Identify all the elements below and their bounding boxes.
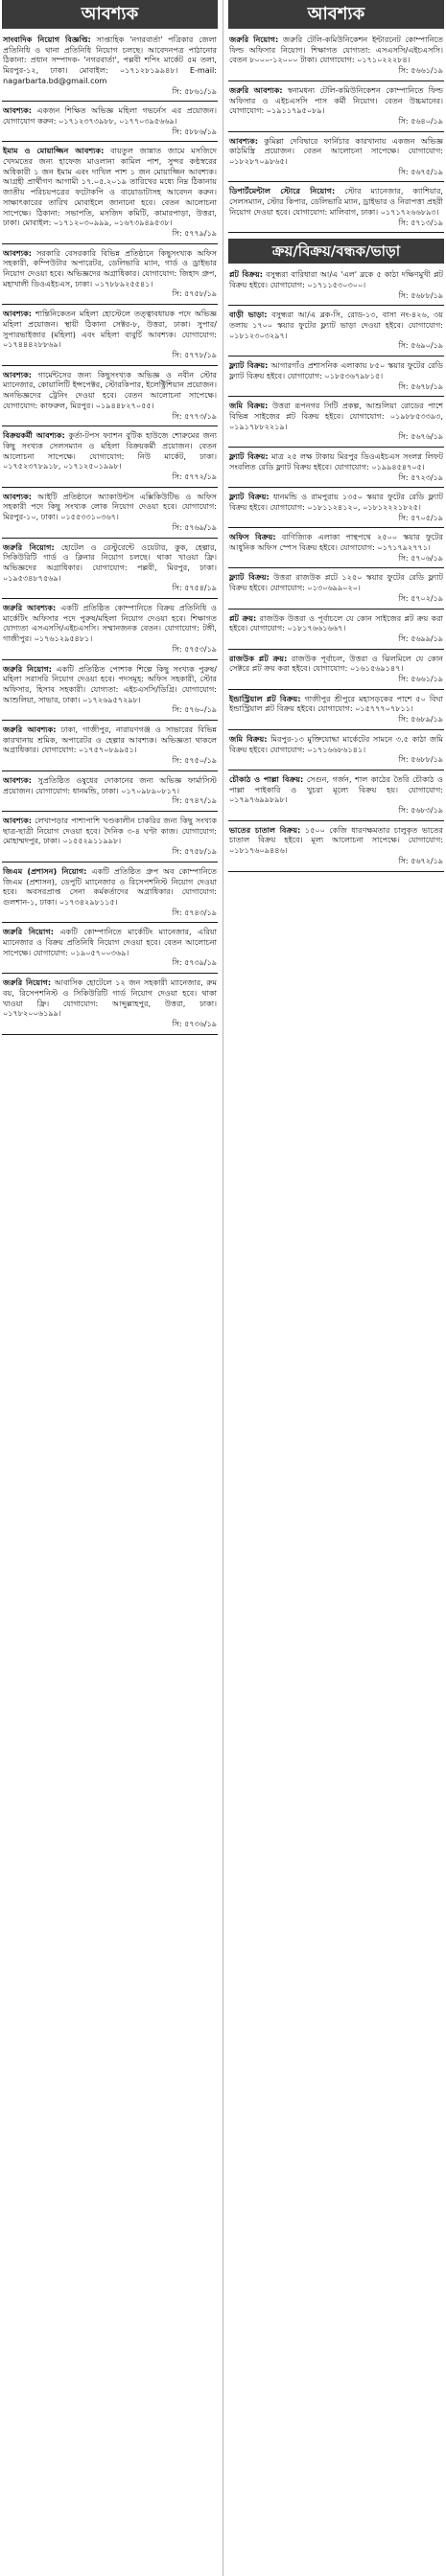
ad-code: সি: ৫৭৫৮/১৯: [172, 289, 217, 299]
ad-lead: সাংবাদিক নিয়োগ বিজ্ঞপ্তি:: [3, 34, 91, 44]
property-ad: [228, 570, 444, 605]
property-ads-list: [228, 267, 444, 871]
left-heading-wanted: আবশ্যক: [2, 0, 218, 29]
property-ad: [228, 652, 444, 686]
job-ad: [228, 134, 444, 179]
job-ad: [2, 773, 218, 808]
ad-body: বসুন্ধরা আ/এ ব্লক-সি, রোড-১৩, বাসা নং-৪২৬, ৩য় তলায় ১৭০০ স্কয়ার ফুটের ফ্ল্যাট ভাড়া দেওয়া হইবে। যোগাযোগ: ০১৮১২৩০৩২৯৭।: [229, 310, 443, 340]
ad-code: সি: ৫৭৭৩/১৯: [172, 411, 217, 421]
property-ad: [228, 692, 444, 726]
right-heading-property: ক্রয়/বিক্রয়/বন্ধক/ভাড়া: [228, 239, 444, 264]
ad-body: গাজীপুর শ্রীপুরে মহাসড়কের পাশে ৫০ বিঘা ইন্ডাস্ট্রিয়াল প্লট বিক্রয় হইবে। যোগাযোগ: ০১৫৭৭৭০৭৮১১।: [229, 693, 443, 714]
ad-body: ঢাকা, গাজীপুর, নারায়ণগঞ্জ ও সাভারের বিভিন্ন কারখানায় শ্রমিক, অপারেটর ও হেল্পার আবশ্যক। অভিজ্ঞতা থাকলে অগ্রাধিকার। যোগাযোগ: ০১৭৫৭০৮৯৯৫১।: [3, 724, 217, 755]
ad-code: সি: ৫৭৪৭/১৯: [172, 796, 217, 806]
ad-body: একটি প্রতিষ্ঠিত গ্রুপ অব কোম্পানিতে জিএম (প্রশাসন), ডেপুটি ম্যানেজার ও রিসেপশনিস্ট নিয়োগ দেওয়া হবে। অবসরপ্রাপ্ত সেনা কর্মকর্তাদের অগ্রাধিকার। যোগাযোগ: গুলশান-১, ঢাকা। ০১৭৩৪২৯৮১১৫।: [3, 865, 218, 907]
ad-body: সেগুন, গর্জন, শাল কাঠের তৈরি চৌকাঠ ও পাল্লা পাইকারি ও খুচরা মূল্যে বিক্রয় হয়। যোগাযোগ: ০১৭৯৭৬৯৯৮৯৮।: [229, 773, 443, 805]
property-ad: [228, 267, 444, 302]
ad-separator: [228, 609, 444, 610]
ad-code: সি: ৫৬৭৫/১৯: [398, 167, 443, 176]
ad-body: বায়তুল জান্নাত জামে মসজিদে খেদমতের জন্য হাফেজ মাওলানা কামিল পাশ, সুন্দর কণ্ঠস্বরের অধিকারী ১ জন ইমাম এবং দাখিল পাশ ১ জন মোয়াজ্জিন আবশ্যক। আগ্রহী প্রার্থীগণ আগামী ১৭.০৫.২০১৯ তারিখের মধ্যে নিম্ন ঠিকানায় জাতীয় পরিচয়পত্রের ফটোকপি ও বায়োডাটাসহ আবেদন করুন। সাক্ষাৎকারের তারিখ মোবাইলে জানানো হবে। বেতন আলোচনা সাপেক্ষে। ঠিকানা: সভাপতি, মসজিদ কমিটি, কামারপাড়া, উত্তরা, ঢাকা। মোবাইল: ০১৭১২০৩০৯৯৯, ০১৬৭৩৯৪৯৫৩৮।: [3, 146, 217, 228]
ad-code: সি: ৫৭১৩/১৯: [398, 218, 443, 227]
ad-separator: [2, 304, 218, 305]
ad-code: সি: ৫৬৭২/১৯: [398, 856, 443, 865]
job-ad: [228, 184, 444, 229]
ad-body: লেখাপড়ার পাশাপাশি খণ্ডকালীন চাকরির জন্য কিছু সংখ্যক ছাত্র-ছাত্রী নিয়োগ দেওয়া হবে। দৈনিক ৩-৪ ঘণ্টা কাজ। যোগাযোগ: মোহাম্মদপুর, ঢাকা। ০১৫৫২৯১১৯৯৮।: [3, 816, 217, 846]
ad-body: সুপ্রতিষ্ঠিত ওষুধের দোকানের জন্য অভিজ্ঞ ফার্মাসিস্ট প্রয়োজন। যোগাযোগ: ধানমন্ডি, ঢাকা। ০১৭০৯৮৯০৮১৭।: [3, 774, 217, 795]
ad-code: সি: ৫৭৬৯/১৯: [172, 522, 217, 532]
ad-separator: [228, 649, 444, 650]
ad-lead: বিক্রয়কর্মী আবশ্যক:: [3, 430, 65, 441]
ad-body: একজন শিক্ষিত অভিজ্ঞ মহিলা গভর্নেস এর প্রয়োজন। যোগাযোগ করুন: ০১৭১২৩৭৩৯৮৮, ০১৭৭০৩৯৫৬৬৯।: [3, 105, 218, 126]
ad-code: সি: ৫৬৬১/১৯: [398, 675, 443, 684]
ad-lead: জরুরি আবশ্যক:: [229, 84, 283, 95]
ad-separator: [228, 567, 444, 568]
ad-body: একটি কোম্পানিতে মার্কেটিং ম্যানেজার, এরিয়া ম্যানেজার ও বিক্রয় প্রতিনিধি নিয়োগ দেওয়া হবে। বেতন আলোচনা সাপেক্ষে। যোগাযোগ: ০১৯০৫৭০০৩৬৯।: [3, 927, 218, 957]
ad-body: বাণিজ্যিক এলাকা পান্থপথে ২৫০০ স্কয়ার ফুটের আধুনিক অফিস স্পেস বিক্রয় হইবে। যোগাযোগ: ০১৭১৭৯২৭৭১।: [229, 532, 443, 553]
right-ads-list: [228, 33, 444, 233]
ad-code: সি: ৫৬৯০/১৯: [398, 341, 443, 351]
ad-separator: [2, 141, 218, 142]
ad-code: সি: ৫৭৫৪/১৯: [172, 584, 217, 593]
ad-separator: [2, 365, 218, 366]
job-ad: [2, 976, 218, 1031]
ad-body: আইটি প্রতিষ্ঠানে অ্যাকাউন্টস এক্সিকিউটিভ ও অফিস সহকারী পদে কিছু সংখ্যক লোক নিয়োগ দেওয়া হবে। যোগাযোগ: মিরপুর-১০, ঢাকা। ০১৫৫৩৩১০৩৬৭।: [3, 491, 218, 522]
ad-lead: আবশ্যক:: [3, 247, 32, 258]
ad-separator: [2, 720, 218, 721]
ad-body: ধানমন্ডি ও রামপুরায় ১৩৫০ স্কয়ার ফুটের রেডি ফ্ল্যাট বিক্রয় হইবে। যোগাযোগ: ০১৮১১২৪১২০, ০১৮১২২২১৮২৫।: [229, 492, 444, 512]
ad-separator: [228, 871, 444, 872]
ad-body: উত্তরা রাজউক প্লটে ১২৫০ স্কয়ার ফুটের রেডি ফ্ল্যাট বিক্রয় হইবে। যোগাযোগ: ০১৩০৬৯৯০২০।: [229, 572, 443, 593]
job-ad: [2, 144, 218, 240]
ad-lead: আবশ্যক:: [3, 309, 32, 319]
ad-code: সি: ৫৭৫০/১৯: [172, 756, 217, 766]
property-ad: [228, 611, 444, 646]
ad-code: সি: ৫৭০২/১৯: [398, 593, 443, 603]
ad-body: রাজউক উত্তরা ও পূর্বাচলে যে কোন সাইজের প্লট ক্রয় করা হইবে। যোগাযোগ: ০১৮১৭৬৬১৬৬৭।: [229, 612, 443, 633]
ad-lead: জমি বিক্রয়:: [229, 401, 269, 411]
ad-lead: জরুরি আবশ্যক:: [3, 724, 57, 735]
ad-body: ১৫০০ কেজি ধারণক্ষমতার চালুকৃত ভাতের চাতাল বিক্রয় হইবে। মূল্য আলোচনা সাপেক্ষে। যোগাযোগ: ০১৮১৭৬০৯৪৪৬।: [229, 824, 443, 856]
job-ad: [2, 814, 218, 859]
job-ad: [228, 33, 444, 78]
ad-separator: [228, 396, 444, 397]
job-ad: [2, 925, 218, 970]
ad-lead: ফ্ল্যাট বিক্রয়:: [229, 360, 269, 371]
ad-code: সি: ৫৬৮৩/১৯: [398, 806, 443, 816]
ad-lead: ইন্ডাস্ট্রিয়াল প্লট বিক্রয়:: [229, 693, 301, 703]
ad-body: শান্তিনিকেতন মহিলা হোস্টেলে তত্ত্বাবধায়ক পদে অভিজ্ঞ মহিলা প্রয়োজন। স্থায়ী ঠিকানা সেক্টর-৮, উত্তরা, ঢাকা। সুপার/সুপারভাইজার (মহিলা) এবং মহিলা বাবুর্চি আবশ্যক। যোগাযোগ: ০১৭৪৪৪২৮৮৬৯।: [3, 309, 218, 350]
ad-lead: আবশ্যক:: [3, 369, 32, 380]
ad-lead: জরুরি নিয়োগ:: [229, 34, 279, 44]
ad-lead: রাজউক প্লট ক্রয়:: [229, 653, 288, 663]
ad-lead: ভাতের চাতাল বিক্রয়:: [229, 824, 301, 835]
property-ad: [228, 449, 444, 484]
ad-code: সি: ৫৮৬১/১৯: [172, 86, 217, 96]
ad-body: একটি প্রতিষ্ঠিত পোশাক শিল্পে কিছু সংখ্যক পুরুষ/মহিলা সরাসরি নিয়োগ দেওয়া হবে। পদসমূহ: অফিস সহকারী, স্টোর অফিসার, হিসাব সহকারী। যোগ্যতা: এইচএসসি/ডিগ্রি। যোগাযোগ: আশুলিয়া, সাভার, ঢাকা। ০১৭২৬৯৫৭২৯৮।: [3, 663, 217, 704]
ad-lead: চৌকাঠ ও পাল্লা বিক্রয়:: [229, 773, 304, 784]
ad-code: সি: ৫৭২৩/১৯: [398, 472, 443, 482]
ad-separator: [228, 181, 444, 182]
property-ad: [228, 490, 444, 524]
ad-separator: [2, 811, 218, 812]
ad-code: সি: ৫৬৮৮/১৯: [398, 290, 443, 300]
left-ads-list: [2, 33, 218, 1035]
property-ad: [228, 308, 444, 353]
ad-body: কুর্তা-টপস ফ্যাশন বুটিক হাউজে শোরুমের জন্য কিছু সংখ্যক সেলসম্যান ও মহিলা বিক্রয়কর্মী প্রয়োজন। বেতন আলোচনা সাপেক্ষে। যোগাযোগ: নিউ মার্কেট, ঢাকা। ০১৭৫২৩৭৮৯১৮, ০১৭১২৫০১৯৯৮।: [3, 430, 217, 472]
ad-lead: আবশ্যক:: [3, 491, 32, 501]
ad-code: সি: ৫৭৩৬/১৯: [172, 1019, 217, 1028]
right-heading-wanted: আবশ্যক: [228, 0, 444, 29]
ad-body: আগারগাঁও প্রশাসনিক এলাকায় ৮৫০ স্কয়ার ফুটের রেডি ফ্ল্যাট বিক্রয় হইবে। যোগাযোগ: ০১৮৫৩৬৭৯৮১৫।: [229, 360, 444, 380]
property-ad: [228, 399, 444, 444]
left-column: [2, 0, 218, 2576]
ad-lead: ইমাম ও মোয়াজ্জিন আবশ্যক:: [3, 146, 105, 156]
ad-separator: [2, 243, 218, 244]
ad-separator: [2, 538, 218, 539]
ad-code: সি: ৫৬৭৬/১৯: [398, 432, 443, 442]
ad-body: স্টোর ম্যানেজার, ক্যাশিয়ার, সেলসম্যান, স্টোর কিপার, ডেলিভারি ম্যান, ড্রাইভার ও নিরাপত্তা প্রহরী নিয়োগ দেওয়া হবে। যোগাযোগ: মালিবাগ, ঢাকা। ০১৭১৭২৬৬৮৯৩।: [229, 186, 444, 217]
job-ad: [2, 723, 218, 768]
ad-lead: জরুরি নিয়োগ:: [3, 541, 55, 552]
property-ad: [228, 530, 444, 564]
ad-code: সি: ৫৭৪৩/১৯: [172, 908, 217, 917]
ad-body: সরকারি বেসরকারি বিভিন্ন প্রতিষ্ঠানে কিছুসংখ্যক অফিস সহকারী, কম্পিউটার অপারেটর, ডেলিভারি ম্যান, গার্ড ও ড্রাইভার নিয়োগ দেওয়া হবে। অভিজ্ঞদের অগ্রাধিকার। যোগাযোগ: জিহাদ গ্রুপ, মহাখালী ডিওএইচএস, ঢাকা। ০১৭৮৮৯২৫৫৪১।: [3, 247, 217, 288]
ad-separator: [228, 689, 444, 690]
ad-separator: [228, 820, 444, 821]
ad-body: জরুরি টেলি-কমিউনিকেশন ইন্টারনেট কোম্পানিতে ফিল্ড অফিসার নিয়োগ। শিক্ষাগত যোগ্যতা: এসএসসি/এইচএসসি। বেতন ৮০০০-১২০০০ টাকা। যোগাযোগ: ০১৭১০২২২৮৪।: [229, 34, 444, 65]
ad-body: কুমিল্লা দেবিদ্বারে ফার্নিচার কারখানায় একজন অভিজ্ঞ কাঠমিস্ত্রি প্রয়োজন। বেতন আলোচনা সাপেক্ষে। যোগাযোগ: ০১৮২৮৭০৯৮৬৫।: [229, 135, 443, 167]
job-ad: [2, 601, 218, 656]
ad-lead: প্লট ক্রয়:: [229, 612, 257, 623]
ad-code: সি: ৫৬৯৯/১৯: [398, 633, 443, 643]
ad-body: স্বনামধন্য টেলি-কমিউনিকেশন কোম্পানিতে ফিল্ড অফিসার ও এইচএসসি পাস কর্মী নিয়োগ। বেতন উচ্চমানের। যোগাযোগ: ০১৯১১৭৯৫০৮৯।: [229, 84, 443, 116]
ad-lead: প্লট বিক্রয়:: [229, 269, 263, 280]
ad-code: সি: ৫৭৭৮/১৯: [172, 350, 217, 359]
ad-code: সি: ৫৭৬০/১৯: [172, 705, 217, 715]
ad-code: সি: ৫৭৭২/১৯: [172, 472, 217, 482]
ad-body: মাত্র ২৫ লক্ষ টাকায় মিরপুর ডিওএইচএস সংলগ্ন লিফট সংবলিত রেডি ফ্ল্যাট বিক্রয় হইবে। যোগাযোগ: ০১৯৯৪৫৪৭০৫।: [229, 451, 443, 472]
ad-separator: [228, 527, 444, 528]
ad-separator: [228, 729, 444, 730]
property-ad: [228, 772, 444, 817]
ad-separator: [228, 487, 444, 488]
ad-lead: জরুরি নিয়োগ:: [3, 927, 54, 937]
ad-code: সি: ৫৭৫৩/১৯: [172, 644, 217, 654]
ad-separator: [2, 101, 218, 102]
ad-lead: ফ্ল্যাট বিক্রয়:: [229, 451, 269, 462]
ad-separator: [2, 922, 218, 923]
ad-separator: [228, 305, 444, 306]
job-ad: [2, 307, 218, 362]
ad-code: সি: ৫৮৮৬/১৯: [172, 126, 217, 136]
ad-body: রাজউক পূর্বাচল, উত্তরা ও ঝিলমিলে যে কোন সেক্টরে প্লট ক্রয় করা হইবে। যোগাযোগ: ০১৬১৫৬৯১৪৭।: [229, 653, 443, 674]
job-ad: [2, 864, 218, 920]
ad-lead: জরুরি আবশ্যক:: [3, 603, 57, 613]
ad-lead: ডিপার্টমেন্টাল স্টোরে নিয়োগ:: [229, 186, 336, 196]
property-ad: [228, 823, 444, 868]
job-ad: [2, 490, 218, 535]
job-ad: [2, 428, 218, 484]
job-ad: [2, 368, 218, 424]
job-ad: [228, 83, 444, 128]
ad-lead: জিএম (প্রশাসন) নিয়োগ:: [3, 865, 87, 876]
ad-lead: জরুরি নিয়োগ:: [3, 978, 52, 988]
ad-code: সি: ৫৭০৬/১৯: [398, 553, 443, 563]
ad-code: সি: ৫৬৮৯/১৯: [398, 715, 443, 724]
job-ad: [2, 662, 218, 718]
ad-body: একটি প্রতিষ্ঠিত কোম্পানিতে বিক্রয় প্রতিনিধি ও মার্কেটিং অফিসার পদে পুরুষ/মহিলা নিয়োগ দেওয়া হবে। শিক্ষাগত যোগ্যতা এসএসসি/এইচএসসি। সম্মানজনক বেতন। যোগাযোগ: টঙ্গী, গাজীপুর। ০১৭৬১২৯৫৪৮১।: [3, 603, 217, 644]
ad-code: সি: ৫৭৩৯/১৯: [172, 958, 217, 968]
ad-separator: [228, 80, 444, 81]
ad-separator: [2, 973, 218, 974]
ad-lead: জরুরি নিয়োগ:: [3, 663, 52, 674]
ad-lead: আবশ্যক:: [3, 774, 32, 785]
ad-separator: [2, 487, 218, 488]
ad-separator: [2, 1034, 218, 1035]
ad-lead: আবশ্যক:: [229, 135, 258, 146]
ad-separator: [2, 770, 218, 771]
property-ad: [228, 732, 444, 767]
ad-code: সি: ৫৭০৫/১৯: [398, 513, 443, 522]
ad-code: সি: ৫৭৭৯/১৯: [172, 228, 217, 238]
ad-body: সাপ্তাহিক 'নগরবার্তা' পত্রিকার জেলা প্রতিনিধি ও থানা প্রতিনিধি নিয়োগ চলছে। আবেদনপত্র পাঠানোর ঠিকানা: প্রধান সম্পাদক- 'নগরবার্তা', পল্লবী শপিং মার্কেট ৫ম তলা, মিরপুর-১২, ঢাকা। মোবাইল: ০১৭১২৮১৯৯৪৮। E-mail: nagarbarta.bd@gmail.com: [3, 34, 218, 85]
ad-lead: ফ্ল্যাট বিক্রয়:: [229, 572, 270, 583]
ad-code: সি: ৫৬৭৮/১৯: [398, 381, 443, 391]
ad-lead: বাড়ী ভাড়া:: [229, 310, 268, 320]
job-ad: [2, 540, 218, 596]
ad-code: সি: ৫৬৪০/১৯: [398, 116, 443, 126]
ad-code: সি: ৫৬৬১/১৯: [398, 66, 443, 76]
ad-code: সি: ৫৬৮৮/১৯: [398, 755, 443, 765]
ad-lead: আবশ্যক:: [3, 105, 32, 116]
ad-separator: [228, 447, 444, 448]
ad-body: গার্মেন্টসের জন্য কিছুসংখ্যক অভিজ্ঞ ও নবীন স্টোর ম্যানেজার, কোয়ালিটি ইন্সপেক্টর, স্টোরকিপার, ইলেক্ট্রিশিয়ান প্রয়োজন। অনভিজ্ঞদের ট্রেনিং দেওয়া হবে। বেতন আলোচনা সাপেক্ষে। যোগাযোগ: কাফরুল, মিরপুর। ০১৯৪৪৮২৭০৫৫।: [3, 369, 217, 410]
ad-body: মিরপুর-১৩ মুক্তিযোদ্ধা মার্কেটের সামনে ৩.৫ কাঠা জমি বিক্রয় হইবে। যোগাযোগ: ০১৭১৬৬৮৬১৪১।: [229, 733, 443, 754]
job-ad: [2, 33, 218, 98]
ad-separator: [2, 598, 218, 599]
ad-lead: অফিস বিক্রয়:: [229, 532, 276, 542]
property-ad: [228, 358, 444, 393]
ad-body: বসুন্ধরা বারিধারা আ/এ 'এল' ব্লকে ৫ কাঠা দক্ষিণমুখী প্লট বিক্রয় হইবে। যোগাযোগ: ০১৭১১৫৩০৩০০।: [229, 269, 444, 289]
ad-separator: [228, 232, 444, 233]
ad-separator: [2, 659, 218, 660]
ad-separator: [228, 131, 444, 132]
ad-body: উত্তরা রূপনগর সিটি প্রকল্প, আশুলিয়া রোডের পাশে বিভিন্ন সাইজের প্লট বিক্রয় হইবে। যোগাযোগ: ০১৯৮৮৫৩৩৯৩, ০১৯১৭৮৮২২১৯।: [229, 401, 444, 431]
job-ad: [2, 246, 218, 302]
right-column: [228, 0, 444, 874]
job-ad: [2, 104, 218, 138]
ad-body: হোটেল ও রেস্টুরেন্টে ওয়েটার, কুক, হেল্পার, সিকিউরিটি গার্ড ও ক্লিনার নিয়োগ চলছে। থাকা খাওয়া ফ্রি। অভিজ্ঞদের অগ্রাধিকার। যোগাযোগ: পল্লবী, মিরপুর, ঢাকা। ০১৯৫৩৪৮৭৫৬৯।: [3, 541, 217, 583]
ad-lead: ফ্ল্যাট বিক্রয়:: [229, 492, 270, 502]
ad-body: আবাসিক হোটেলে ১২ জন সহকারী ম্যানেজার, রুম বয়, রিসেপশনিস্ট ও সিকিউরিটি গার্ড নিয়োগ দেওয়া হবে। থাকা খাওয়া ফ্রি। যোগাযোগ: আব্দুল্লাহপুর, উত্তরা, ঢাকা। ০১৭৮২০০৬১৯৯।: [3, 978, 217, 1019]
ad-code: সি: ৫৭৫৮/১৯: [172, 847, 217, 857]
ad-lead: আবশ্যক:: [3, 816, 32, 825]
ad-lead: জমি বিক্রয়:: [229, 733, 268, 744]
